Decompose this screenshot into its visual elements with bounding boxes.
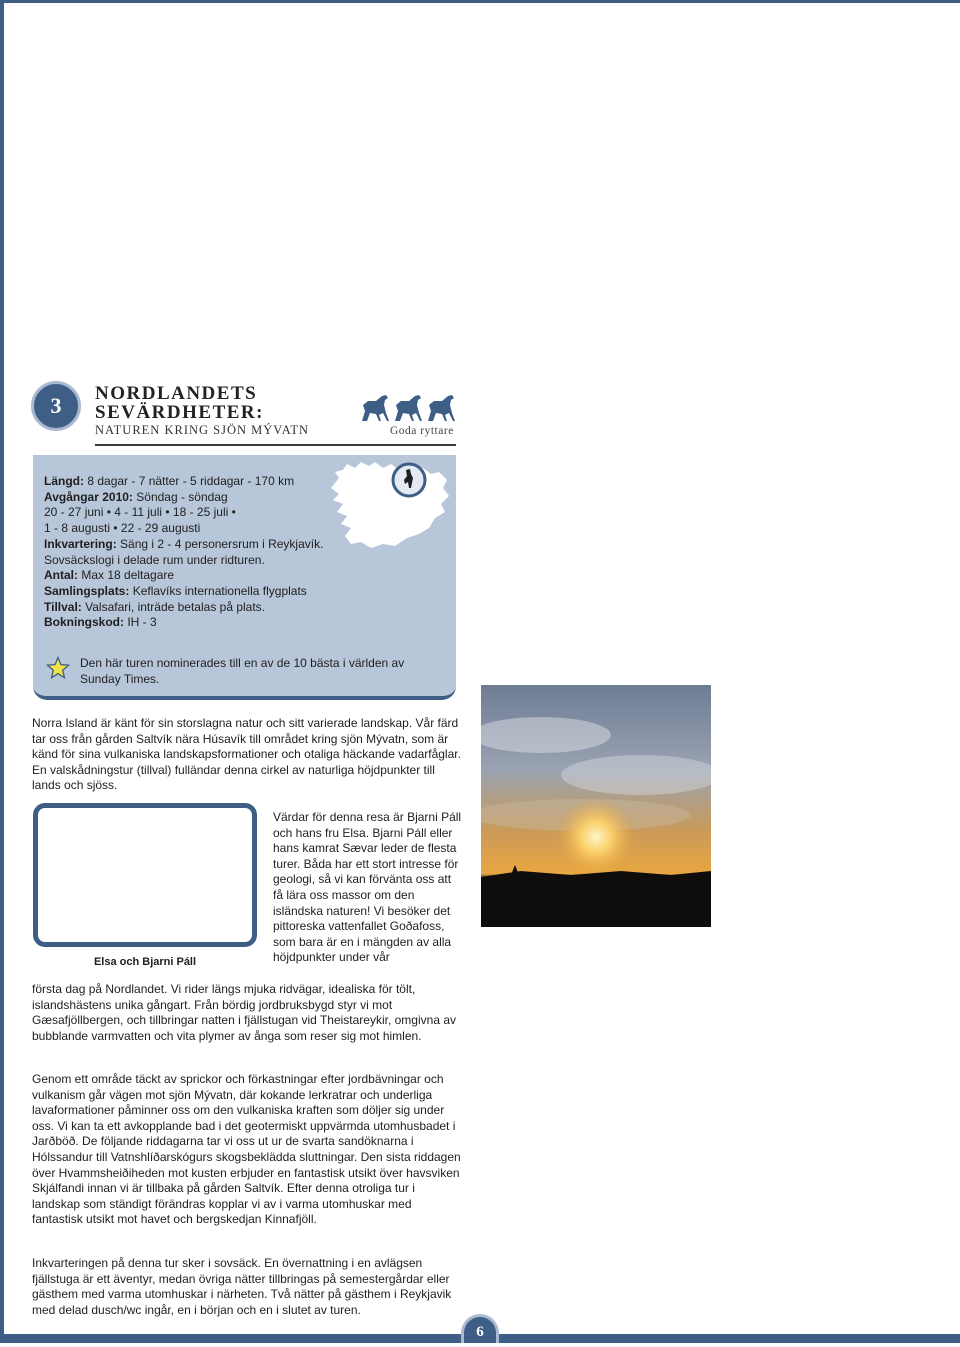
- hosts-paragraph: Värdar för denna resa är Bjarni Páll och hans fru Elsa. Bjarni Páll eller hans kamrat Sævar leder de flesta turer. Båda har ett stort intresse för geologi, så vi kan förvänta oss att få lära oss massor om den isländska naturen! Vi besöker det pittoreska vattenfallet Goðafoss, som bara är en i mängden av alla höjdpunkter under vår: [273, 810, 462, 965]
- title-divider: [95, 444, 456, 446]
- count-line: [44, 568, 323, 584]
- departures-line: [44, 490, 323, 506]
- difficulty-horses: [358, 391, 458, 425]
- route-paragraph: Genom ett område täckt av sprickor och förkastningar efter jordbävningar och vulkanism går vägen mot sjön Mývatn, där kokande lerkratrar och underliga lavaformationer påminner oss om den vulkaniska kraften som döljer sig under oss. Vi kan ta ett avkopplande bad i det geotermiskt uppvärmda utomhusbadet i Jarðböð. De följande riddagarna tar vi oss ut ur de svarta sandöknarna i Hólssandur till Vatnshlíðarskógurs skogsbeklädda sluttningar. Den sista riddagen över Hvammsheiðiheden mot kusten erbjuder en fantastisk utsikt över havsviken Skjálfandi innan vi är tillbaka på gården Saltvík. Efter denna otroliga tur i landskap som ständigt förändras kopplar vi av i varma utomhuskar med fantastisk utsikt mot havet och bergskedjan Kinnafjöll.: [32, 1072, 461, 1227]
- meeting-line: [44, 584, 323, 600]
- page-frame-left: [0, 0, 4, 1343]
- departures-label: Avgångar 2010:: [44, 489, 133, 504]
- lodging-value: Säng i 2 - 4 personersrum i Reykjavík.: [116, 536, 324, 551]
- lodging-line2: Sovsäckslogi i delade rum under ridturen.: [44, 552, 265, 567]
- length-label: Längd:: [44, 474, 84, 488]
- host-photo-frame: [33, 803, 257, 947]
- intro-paragraph: Norra Island är känt för sin storslagna natur och sitt varierade landskap. Vår färd tar oss från gården Saltvík nära Húsavík till området kring sjön Mývatn, som är känd för sina vulkaniska landskapsformationer och otaliga häckande vadarfåglar. En valskådningstur (tillval) fulländar denna cirkel av naturliga höjdpunkter till lands och sjöss.: [32, 716, 461, 793]
- optional-value: Valsafari, inträde betalas på plats.: [81, 599, 266, 614]
- tour-title-line1: NORDLANDETS: [95, 383, 258, 404]
- page-frame-top: [0, 0, 960, 3]
- length-value: 8 dagar - 7 nätter - 5 riddagar - 170 km: [84, 474, 295, 488]
- page-number: 6: [461, 1314, 499, 1343]
- horse-icon: [428, 395, 455, 421]
- star-icon: [46, 656, 70, 680]
- lodging-label: Inkvartering:: [44, 536, 117, 551]
- horse-icon: [362, 395, 389, 421]
- count-value: Max 18 deltagare: [78, 568, 175, 583]
- tour-number: 3: [50, 393, 62, 418]
- tour-details: [44, 474, 323, 631]
- optional-label: Tillval:: [44, 599, 82, 614]
- tour-title: [95, 384, 264, 422]
- meeting-label: Samlingsplats:: [44, 583, 130, 598]
- departures-value: Söndag - söndag: [132, 489, 228, 504]
- lodging-paragraph: Inkvarteringen på denna tur sker i sovsäck. En övernattning i en avlägsen fjällstuga är ett äventyr, medan övriga nätter tillbringas på semestergårdar eller gästhem med varma utomhuskar i närheten. Två nätter på gästhem i Reykjavik med delad dusch/wc ingår, en i början och en i slutet av turen.: [32, 1256, 452, 1317]
- iceland-outline: [331, 462, 449, 548]
- optional-line: [44, 600, 323, 616]
- host-photo-caption: Elsa och Bjarni Páll: [93, 956, 197, 968]
- tour-number-badge: [31, 381, 81, 431]
- lodging-line: [44, 537, 323, 553]
- meeting-value: Keflavíks internationella flygplats: [129, 583, 307, 598]
- code-label: Bokningskod:: [44, 615, 124, 630]
- dates-line2: 1 - 8 augusti • 22 - 29 augusti: [44, 521, 201, 536]
- tour-subtitle: NATUREN KRING SJÖN MÝVATN: [95, 423, 310, 437]
- sunset-photo: [481, 685, 711, 927]
- code-line: [44, 615, 323, 631]
- length-line: [44, 474, 323, 490]
- dates-line1: 20 - 27 juni • 4 - 11 juli • 18 - 25 juli •: [44, 505, 236, 520]
- hosts-paragraph-continued: första dag på Nordlandet. Vi rider längs mjuka ridvägar, idealiska för tölt, islandshästens unika gångart. Från bördig jordbruksbygd styr vi mot Gæsafjöllbergen, och tillbringar natten i fjällstugan vid Theistareykir, omgivna av bubblande varmvatten och vita plymer av ånga som reser sig mot himlen.: [32, 982, 456, 1043]
- code-value: IH - 3: [124, 615, 157, 630]
- difficulty-label: Goda ryttare: [390, 425, 454, 437]
- count-label: Antal:: [44, 568, 78, 583]
- horse-icon: [395, 395, 422, 421]
- iceland-map-icon: [325, 458, 453, 550]
- nomination-note: Den här turen nominerades till en av de 10 bästa i världen av Sunday Times.: [80, 656, 405, 686]
- tour-title-line2: SEVÄRDHETER:: [95, 402, 264, 423]
